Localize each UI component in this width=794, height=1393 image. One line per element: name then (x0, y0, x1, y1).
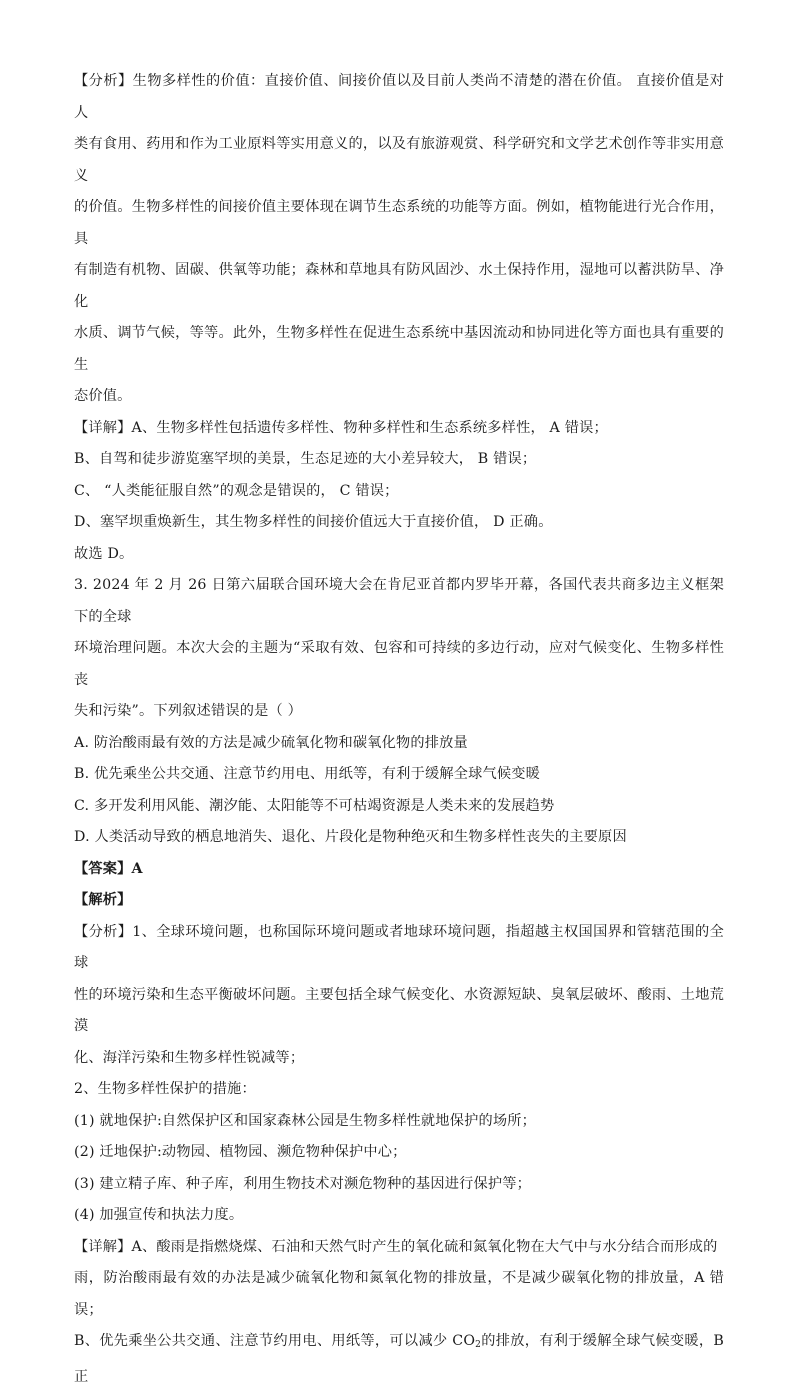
analysis-line: 【分析】生物多样性的价值：直接价值、间接价值以及目前人类尚不清楚的潜在价值。 直接价值是对人 (74, 73, 724, 121)
analysis-line: 性的环境污染和生态平衡破坏问题。主要包括全球气候变化、水资源短缺、臭氧层破坏、酸雨、土地荒漠 (74, 986, 724, 1034)
analysis-line: 有制造有机物、固碳、供氧等功能；森林和草地具有防风固沙、水土保持作用，湿地可以蓄洪防旱、净化 (74, 262, 724, 310)
option-d: D. 人类活动导致的栖息地消失、退化、片段化是物种绝灭和生物多样性丧失的主要原因 (74, 829, 627, 845)
detail-line: 【详解】A、酸雨是指燃烧煤、石油和天然气时产生的氧化硫和氮氧化物在大气中与水分结合而形成的 (74, 1238, 718, 1255)
option-c: C. 多开发利用风能、潮汐能、太阳能等不可枯竭资源是人类未来的发展趋势 (74, 797, 555, 814)
analysis-line: 化、海洋污染和生物多样性锐减等； (74, 1049, 305, 1066)
measure-item: (2) 迁地保护:动物园、植物园、濒危物种保护中心； (74, 1144, 407, 1160)
detail-line: D、塞罕坝重焕新生，其生物多样性的间接价值远大于直接价值， D 正确。 (74, 514, 553, 530)
measure-item: (4) 加强宣传和执法力度。 (74, 1207, 244, 1223)
analysis-line: 态价值。 (74, 388, 132, 404)
analysis-line: 的价值。生物多样性的间接价值主要体现在调节生态系统的功能等方面。例如，植物能进行光合作用，具 (74, 199, 724, 247)
analysis-line: 【分析】1、全球环境问题，也称国际环境问题或者地球环境问题，指超越主权国国界和管辖范围的全球 (74, 923, 724, 971)
analysis-line: 水质、调节气候，等等。此外，生物多样性在促进生态系统中基因流动和协同进化等方面也具有重要的生 (74, 325, 724, 373)
detail-line: B、自驾和徒步游览塞罕坝的美景，生态足迹的大小差异较大， B 错误； (74, 451, 537, 467)
option-a: A. 防治酸雨最有效的方法是减少硫氧化物和碳氧化物的排放量 (74, 734, 468, 751)
analysis-line: 类有食用、药用和作为工业原料等实用意义的，以及有旅游观赏、科学研究和文学艺术创作等非实用意义 (74, 136, 724, 184)
question-line: 3. 2024 年 2 月 26 日第六届联合国环境大会在肯尼亚首都内罗毕开幕，各国代表共商多边主义框架下的全球 (74, 577, 724, 625)
detail-text: B、优先乘坐公共交通、注意节约用电、用纸等，可以减少 CO (74, 1333, 476, 1349)
measures-heading: 2、生物多样性保护的措施： (74, 1081, 256, 1097)
detail-line: 【详解】A、生物多样性包括遗传多样性、物种多样性和生态系统多样性， A 错误； (74, 419, 608, 436)
question-line: 失和污染”。下列叙述错误的是（ ） (74, 703, 302, 719)
detail-line: C、 “人类能征服自然”的观念是错误的， C 错误； (74, 482, 399, 499)
measure-item: (1) 就地保护:自然保护区和国家森林公园是生物多样性就地保护的场所； (74, 1112, 537, 1129)
detail-line-last (74, 1326, 724, 1393)
conclusion-line: 故选 D。 (74, 545, 134, 562)
document-body (74, 66, 724, 1393)
measure-item: (3) 建立精子库、种子库，利用生物技术对濒危物种的基因进行保护等； (74, 1175, 532, 1192)
question-line: 环境治理问题。本次大会的主题为“采取有效、包容和可持续的多边行动，应对气候变化、生物多样性丧 (74, 640, 724, 688)
explanation-heading: 【解析】 (74, 892, 132, 908)
detail-text: 的排放，有利于缓解全球气候变暖，B 正 (74, 1333, 724, 1385)
detail-line: 雨，防治酸雨最有效的办法是减少硫氧化物和氮氧化物的排放量，不是减少碳氧化物的排放量，A 错误； (74, 1270, 724, 1318)
subscript: 2 (475, 1340, 482, 1350)
answer-line: 【答案】A (74, 860, 143, 877)
option-b: B. 优先乘坐公共交通、注意节约用电、用纸等，有利于缓解全球气候变暖 (74, 766, 541, 782)
